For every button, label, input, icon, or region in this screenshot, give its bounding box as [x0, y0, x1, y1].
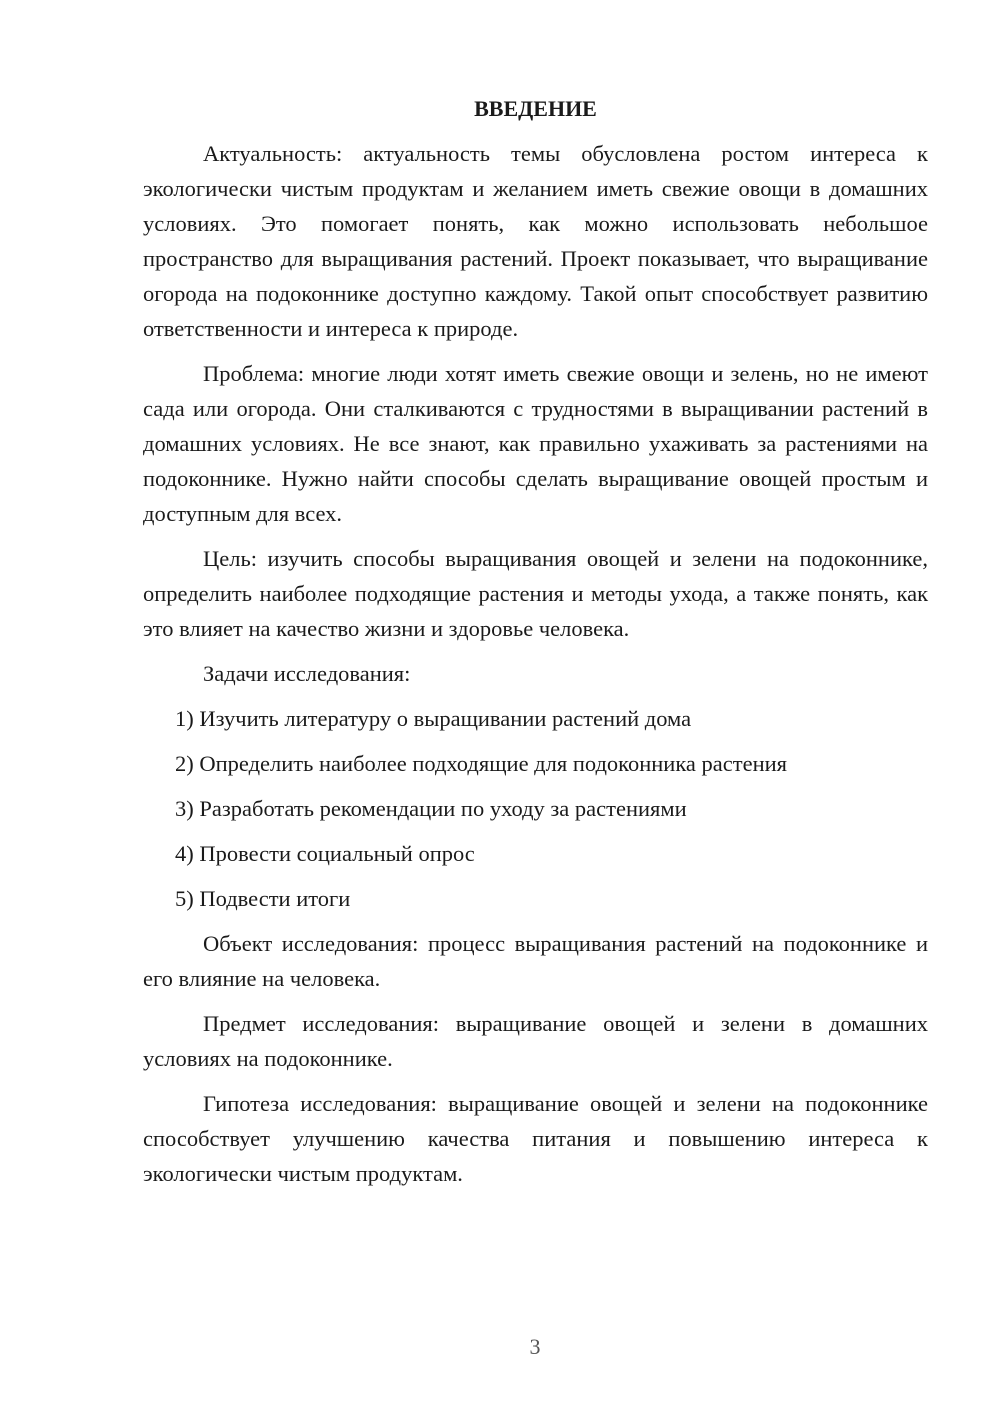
task-item-5: 5) Подвести итоги	[175, 886, 351, 911]
relevance-paragraph: Актуальность: актуальность темы обусловлена ростом интереса к экологически чистым продуктам и желанием иметь свежие овощи в домашних условиях. Это помогает понять, как можно использовать небольшое пространство для выращивания растений. Проект показывает, что выращивание огорода на подоконнике доступно каждому. Такой опыт способствует развитию ответственности и интереса к природе.	[143, 141, 928, 341]
document-page	[143, 94, 928, 1201]
page-number: 3	[529, 1334, 541, 1359]
problem-paragraph: Проблема: многие люди хотят иметь свежие овощи и зелень, но не имеют сада или огорода. Они сталкиваются с трудностями в выращивании растений в домашних условиях. Не все знают, как правильно ухаживать за растениями на подоконнике. Нужно найти способы сделать выращивание овощей простым и доступным для всех.	[143, 361, 928, 526]
page-title: ВВЕДЕНИЕ	[474, 96, 597, 121]
goal-paragraph: Цель: изучить способы выращивания овощей и зелени на подоконнике, определить наиболее подходящие растения и методы ухода, а также понять, как это влияет на качество жизни и здоровье человека.	[143, 546, 928, 641]
task-item-4: 4) Провести социальный опрос	[175, 841, 475, 866]
tasks-heading: Задачи исследования:	[203, 661, 411, 686]
task-item-3: 3) Разработать рекомендации по уходу за растениями	[175, 796, 687, 821]
subject-paragraph: Предмет исследования: выращивание овощей и зелени в домашних условиях на подоконнике.	[143, 1011, 928, 1071]
task-item-2: 2) Определить наиболее подходящие для подоконника растения	[175, 751, 788, 776]
object-paragraph: Объект исследования: процесс выращивания растений на подоконнике и его влияние на человека.	[143, 931, 928, 991]
task-item-1: 1) Изучить литературу о выращивании растений дома	[175, 706, 692, 731]
hypothesis-paragraph: Гипотеза исследования: выращивание овощей и зелени на подоконнике способствует улучшению качества питания и повышению интереса к экологически чистым продуктам.	[143, 1091, 928, 1186]
